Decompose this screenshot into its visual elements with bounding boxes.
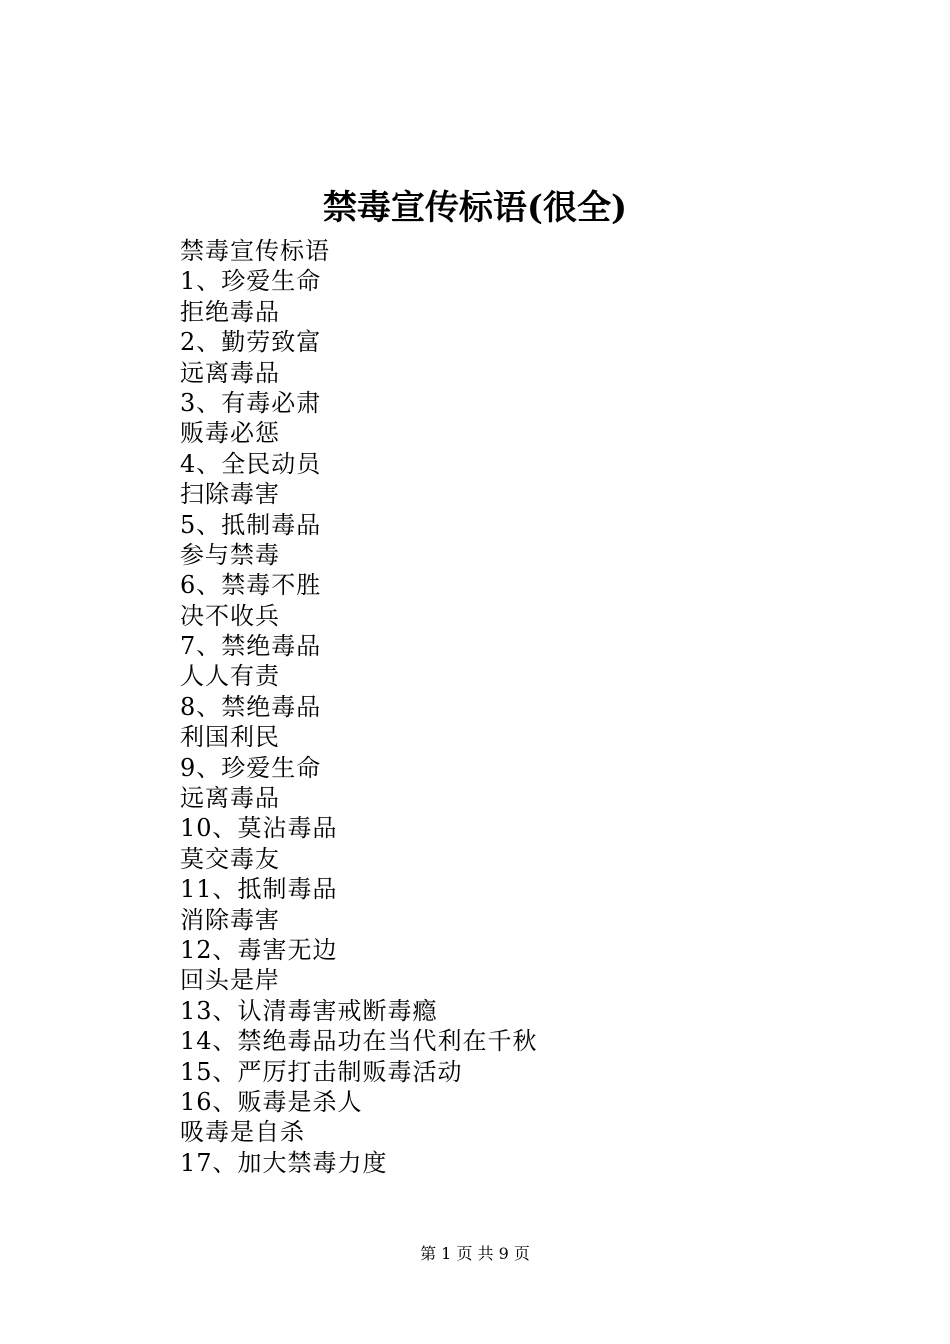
text-line: 贩毒必惩 — [180, 419, 280, 448]
text-line: 参与禁毒 — [180, 540, 280, 569]
text-line: 吸毒是自杀 — [180, 1118, 305, 1147]
text-line: 11、抵制毒品 — [180, 875, 338, 904]
text-line: 17、加大禁毒力度 — [180, 1148, 388, 1177]
text-line: 12、毒害无边 — [180, 935, 338, 964]
page-number-footer: 第 1 页 共 9 页 — [420, 1244, 530, 1263]
text-line: 4、全民动员 — [180, 449, 322, 478]
text-line: 16、贩毒是杀人 — [180, 1087, 363, 1116]
text-line: 6、禁毒不胜 — [180, 571, 322, 600]
text-line: 2、勤劳致富 — [180, 328, 322, 357]
text-line: 15、严厉打击制贩毒活动 — [180, 1057, 463, 1086]
text-line: 莫交毒友 — [180, 844, 280, 873]
text-line: 8、禁绝毒品 — [180, 692, 322, 721]
text-line: 决不收兵 — [180, 601, 280, 630]
page-title: 禁毒宣传标语(很全) — [322, 188, 628, 228]
text-line: 远离毒品 — [180, 784, 280, 813]
text-line: 13、认清毒害戒断毒瘾 — [180, 996, 438, 1025]
text-line: 远离毒品 — [180, 358, 280, 387]
text-line: 3、有毒必肃 — [180, 388, 322, 417]
text-line: 人人有责 — [180, 662, 280, 691]
text-line: 1、珍爱生命 — [180, 267, 322, 296]
text-line: 拒绝毒品 — [180, 297, 280, 326]
text-line: 禁毒宣传标语 — [180, 237, 330, 265]
text-line: 7、禁绝毒品 — [180, 632, 322, 661]
text-line: 9、珍爱生命 — [180, 753, 322, 782]
text-line: 消除毒害 — [180, 905, 280, 934]
document-body — [180, 236, 820, 1178]
text-line: 10、莫沾毒品 — [180, 814, 338, 843]
text-line: 14、禁绝毒品功在当代利在千秋 — [180, 1027, 538, 1056]
text-line: 5、抵制毒品 — [180, 510, 322, 539]
text-line: 回头是岸 — [180, 966, 280, 995]
text-line: 扫除毒害 — [180, 480, 280, 509]
text-line: 利国利民 — [180, 723, 280, 752]
